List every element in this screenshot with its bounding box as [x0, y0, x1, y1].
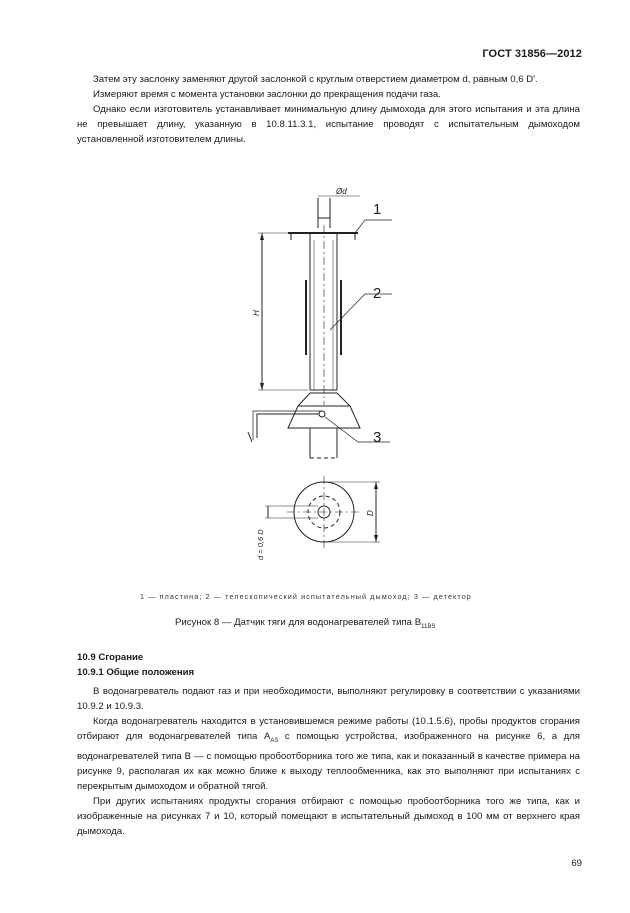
- draft-sensor-svg: [0, 180, 630, 580]
- section-title: 10.9 Сгорание: [77, 652, 144, 663]
- intro-text: [77, 72, 580, 147]
- standard-header: ГОСТ 31856—2012: [482, 48, 582, 60]
- subsection-title: 10.9.1 Общие положения: [77, 667, 195, 678]
- intro-paragraph-2: Измеряют время с момента установки заслонки до прекращения подачи газа.: [93, 89, 441, 100]
- callout-3: 3: [373, 429, 382, 446]
- callout-2: 2: [373, 285, 382, 302]
- section-paragraph-2: [77, 714, 580, 794]
- figure-8-drawing: [0, 180, 630, 580]
- dim-H-label: H: [252, 310, 261, 316]
- caption-subscript: 11BS: [421, 623, 436, 630]
- p2-subscript: AS: [270, 737, 279, 744]
- dim-D-label: D: [366, 510, 375, 516]
- section-paragraph-3: При других испытаниях продукты сгорания отбирают с помощью пробоотборника того же типа, как и изображенные на рисунках 7 и 10, который помещают в испытательный дымоход в 100 мм от верхнего края дымохода.: [77, 795, 580, 837]
- p2-part-a: Когда водонагреватель находится в установившемся режиме работы (10.1.5.6), пробы продуктов сгорания отбирают для водонагревателей типа A: [77, 716, 580, 742]
- section-body: [77, 684, 580, 839]
- dim-d-label: Ød: [336, 187, 347, 196]
- callout-1: 1: [373, 201, 382, 218]
- intro-paragraph-3: Однако если изготовитель устанавливает минимальную длину дымохода для этого испытания и эта длина не превышает длину, указанную в 10.8.11.3.1, испытание проводят с испытательным дымоходом установленной изготовителем длины.: [77, 104, 580, 145]
- figure-caption: [175, 617, 435, 630]
- section-paragraph-1: В водонагреватель подают газ и при необходимости, выполняют регулировку в соответствии с указаниями 10.9.2 и 10.9.3.: [77, 686, 580, 712]
- dim-d-formula: d = 0,6 D: [256, 529, 265, 560]
- caption-text: Рисунок 8 — Датчик тяги для водонагревателей типа B: [175, 617, 422, 628]
- p2-part-b: с помощью устройства, изображенного на рисунке 6, а для водонагревателей типа B — с помощью пробоотборника того же типа, как и показанный в качестве примера на рисунке 9, располагая их как можно ближе к выходу теплообменника, как это выполняют при испытаниях с перекрытым дымоходом и обратной тягой.: [77, 731, 580, 792]
- figure-legend: 1 — пластина; 2 — телескопический испытательный дымоход; 3 — детектор: [140, 592, 472, 601]
- page-number: 69: [571, 858, 582, 869]
- intro-paragraph-1: Затем эту заслонку заменяют другой заслонкой с круглым отверстием диаметром d, равным 0,6 D′.: [93, 74, 538, 85]
